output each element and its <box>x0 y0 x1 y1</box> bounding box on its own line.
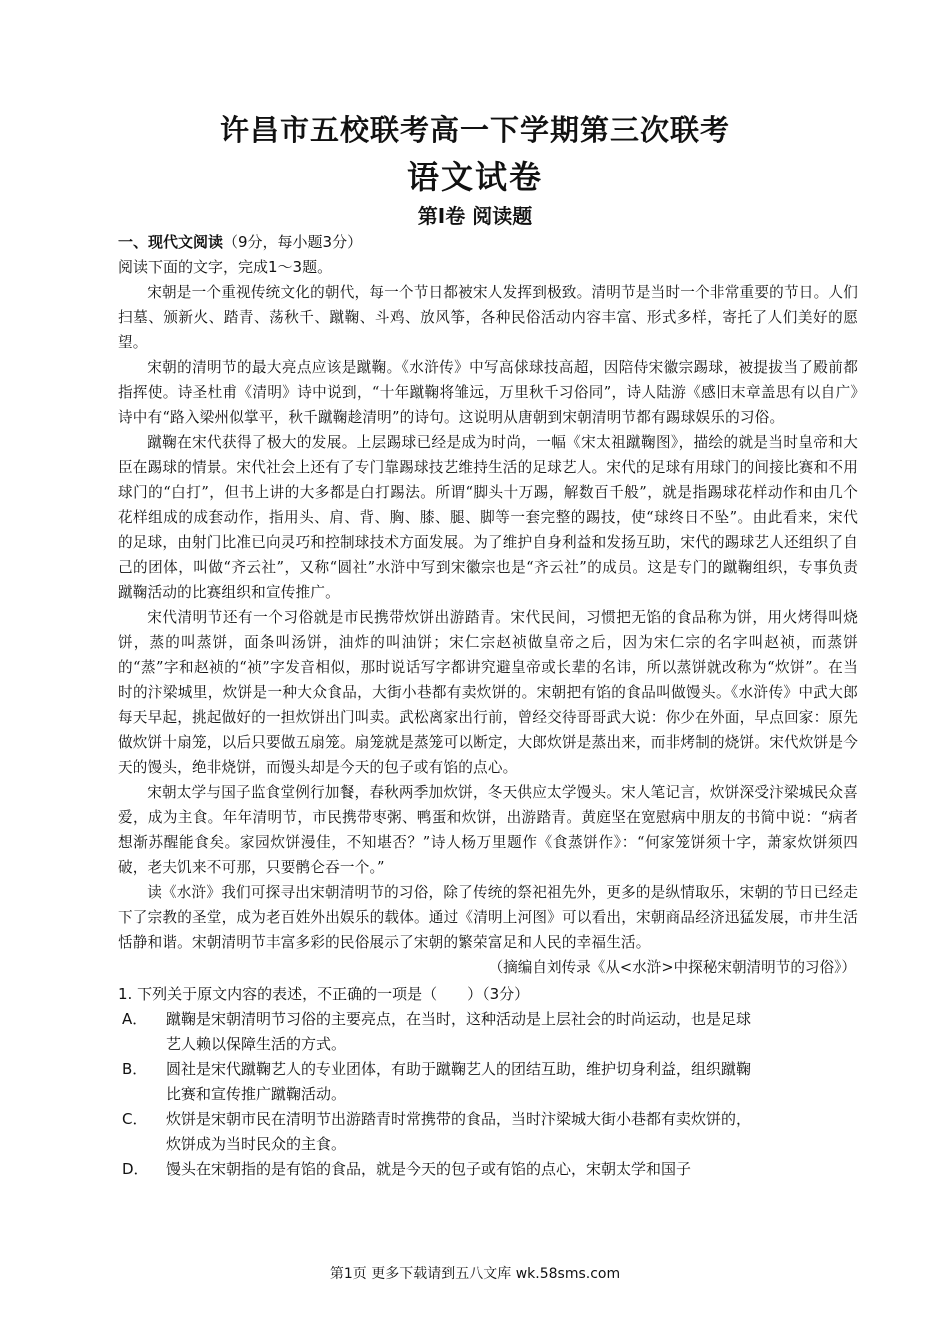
question-1-stem: 1. 下列关于原文内容的表述，不正确的一项是（ ）（3分） <box>118 985 530 1003</box>
article-paragraph-6: 读《水浒》我们可探寻出宋朝清明节的习俗，除了传统的祭祀祖先外，更多的是纵情取乐，宋朝的节日已经走下了宗教的圣堂，成为老百姓外出娱乐的载体。通过《清明上河图》可以看出，宋朝商品经济迅猛发展，市井生活恬静和谐。宋朝清明节丰富多彩的民俗展示了宋朝的繁荣富足和人民的幸福生活。 <box>118 884 858 951</box>
question-1-option-c <box>118 1107 754 1157</box>
part-one-heading <box>118 230 858 255</box>
option-text: 圆社是宋代蹴鞠艺人的专业团体，有助于蹴鞠艺人的团结互助，维护切身利益，组织蹴鞠比赛和宣传推广蹴鞠活动。 <box>166 1060 752 1103</box>
article-paragraph-3: 蹴鞠在宋代获得了极大的发展。上层踢球已经是成为时尚，一幅《宋太祖蹴鞠图》，描绘的就是当时皇帝和大臣在踢球的情景。宋代社会上还有了专门靠踢球技艺维持生活的足球艺人。宋代的足球有用球门的间接比赛和不用球门的“白打”，但书上讲的大多都是白打踢法。所谓“脚头十万踢，解数百千般”，就是指踢球花样动作和由几个花样组成的成套动作，指用头、肩、背、胸、膝、腿、脚等一套完整的踢技，使“球终日不坠”。由此看来，宋代的足球，由射门比准已向灵巧和控制球技术方面发展。为了维护自身利益和发扬互助，宋代的踢球艺人还组织了自己的团体，叫做“齐云社”，又称“圆社”水浒中写到宋徽宗也是“齐云社”的成员。这是专门的蹴鞠组织，专事负责蹴鞠活动的比赛组织和宣传推广。 <box>118 434 858 601</box>
article-paragraph-1: 宋朝是一个重视传统文化的朝代，每一个节日都被宋人发挥到极致。清明节是当时一个非常重要的节日。人们扫墓、颁新火、踏青、荡秋千、蹴鞠、斗鸡、放风筝，各种民俗活动内容丰富、形式多样，寄托了人们美好的愿望。 <box>118 284 858 351</box>
question-1-option-d <box>118 1157 754 1182</box>
page-footer: 第1页 更多下载请到五八文库 wk.58sms.com <box>329 1266 621 1282</box>
subject-title: 语文试卷 <box>406 158 543 196</box>
exam-content <box>118 230 858 1182</box>
article-paragraph-5: 宋朝太学与国子监食堂例行加餐，春秋两季加炊饼，冬天供应太学馒头。宋人笔记言，炊饼深受汴梁城民众喜爱，成为主食。年年清明节，市民携带枣粥、鸭蛋和炊饼，出游踏青。黄庭坚在宽慰病中朋友的书简中说：“病者想渐苏醒能食矣。家园炊饼漫佳，不知堪否？”诗人杨万里题作《食蒸饼作》：“何家笼饼须十字，萧家炊饼须四破，老夫饥来不可那，只要鹘仑吞一个。” <box>118 784 858 876</box>
question-1-option-a <box>118 1007 754 1057</box>
article-paragraph-4: 宋代清明节还有一个习俗就是市民携带炊饼出游踏青。宋代民间，习惯把无馅的食品称为饼，用火烤得叫烧饼，蒸的叫蒸饼，面条叫汤饼，油炸的叫油饼；宋仁宗赵祯做皇帝之后，因为宋仁宗的名字叫赵祯，而蒸饼的“蒸”字和赵祯的“祯”字发音相似，那时说话写字都讲究避皇帝或长辈的名讳，所以蒸饼就改称为“炊饼”。在当时的汴梁城里，炊饼是一种大众食品，大街小巷都有卖炊饼的。宋朝把有馅的食品叫做馒头。《水浒传》中武大郎每天早起，挑起做好的一担炊饼出门叫卖。武松离家出行前，曾经交待哥哥武大说：你少在外面，早点回家：原先做炊饼十扇笼，以后只要做五扇笼。扇笼就是蒸笼可以断定，大郎炊饼是蒸出来，而非烤制的烧饼。宋代炊饼是今天的馒头，绝非烧饼，而馒头却是今天的包子或有馅的点心。 <box>118 609 858 776</box>
part-one-heading-note: （9分，每小题3分） <box>223 233 363 251</box>
article-paragraph-2: 宋朝的清明节的最大亮点应该是蹴鞠。《水浒传》中写高俅球技高超，因陪侍宋徽宗踢球，被提拔当了殿前都指挥使。诗圣杜甫《清明》诗中说到，“十年蹴鞠将雏远，万里秋千习俗同”，诗人陆游《感旧末章盖思有以自广》诗中有“路入梁州似掌平，秋千蹴鞠趁清明”的诗句。这说明从唐朝到宋朝清明节都有踢球娱乐的习俗。 <box>118 359 858 426</box>
exam-title: 许昌市五校联考高一下学期第三次联考 <box>219 113 730 147</box>
part-one-heading-label: 一、现代文阅读 <box>118 233 224 251</box>
option-letter: C． <box>122 1110 148 1128</box>
option-text: 馒头在宋朝指的是有馅的食品，就是今天的包子或有馅的点心，宋朝太学和国子 <box>166 1160 692 1178</box>
article-source: （摘编自刘传录《从<水浒>中探秘宋朝清明节的习俗》） <box>488 959 856 976</box>
option-letter: A． <box>122 1010 148 1028</box>
reading-instruction: 阅读下面的文字，完成1～3题。 <box>118 258 333 276</box>
option-text: 蹴鞠是宋朝清明节习俗的主要亮点，在当时，这种活动是上层社会的时尚运动，也是足球艺人赖以保障生活的方式。 <box>166 1010 752 1053</box>
option-letter: B． <box>122 1060 148 1078</box>
option-letter: D． <box>122 1160 149 1178</box>
section-title: 第Ⅰ卷 阅读题 <box>417 204 533 228</box>
question-1-option-b <box>118 1057 754 1107</box>
option-text: 炊饼是宋朝市民在清明节出游踏青时常携带的食品，当时汴梁城大街小巷都有卖炊饼的，炊饼成为当时民众的主食。 <box>166 1110 752 1153</box>
